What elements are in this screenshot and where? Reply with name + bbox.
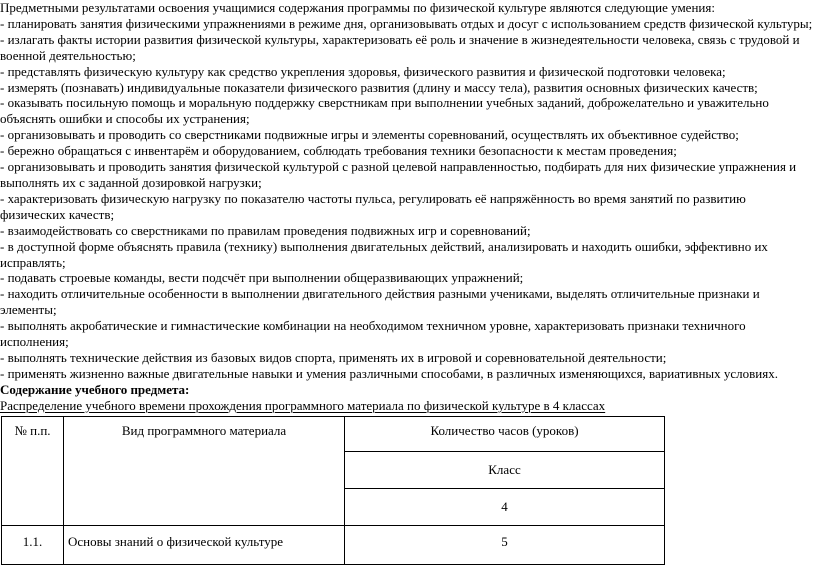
skill-item: - бережно обращаться с инвентарём и оборудованием, соблюдать требования техники безопасности к местам проведения; (0, 143, 677, 159)
section-title: Содержание учебного предмета: (0, 381, 190, 397)
skill-item: - выполнять акробатические и гимнастические комбинации на необходимом техничном уровне, характеризовать признаки техничного исполнения; (0, 318, 746, 350)
header-hours: Количество часов (уроков) (345, 417, 665, 452)
row-hours: 5 (345, 526, 665, 565)
skill-item: - организовывать и проводить со сверстниками подвижные игры и элементы соревнований, осуществлять их объективное судейство; (0, 127, 739, 143)
table-row (2, 526, 665, 565)
skill-item: - оказывать посильную помощь и моральную поддержку сверстникам при выполнении учебных заданий, доброжелательно и уважительно объяснять ошибки и способы их устранения; (0, 95, 769, 127)
table-caption: Распределение учебного времени прохождения программного материала по физической культуре в 4 классах (0, 397, 606, 413)
skill-item: - представлять физическую культуру как средство укрепления здоровья, физического развития и физической подготовки человека; (0, 63, 726, 79)
class-value: 4 (345, 489, 665, 526)
skill-item: - находить отличительные особенности в выполнении двигательного действия разными учениками, выделять отличительные признаки и элементы; (0, 286, 760, 318)
skill-item: - измерять (познавать) индивидуальные показатели физического развития (длину и массу тела), развития основных физических качеств; (0, 79, 758, 95)
row-material-name: Основы знаний о физической культуре (64, 526, 345, 565)
skill-item: - излагать факты истории развития физической культуры, характеризовать её роль и значение в жизнедеятельности человека, связь с трудовой и военной деятельностью; (0, 31, 800, 63)
skills-list (0, 16, 816, 382)
header-number: № п.п. (2, 417, 64, 526)
skill-item: - применять жизненно важные двигательные навыки и умения различными способами, в различных изменяющихся, вариативных условиях. (0, 365, 778, 381)
skill-item: - в доступной форме объяснять правила (технику) выполнения двигательных действий, анализировать и находить ошибки, эффективно их исправлять; (0, 238, 768, 270)
skill-item: - взаимодействовать со сверстниками по правилам проведения подвижных игр и соревнований; (0, 222, 531, 238)
skill-item: - планировать занятия физическими упражнениями в режиме дня, организовывать отдых и досуг с использованием средств физической культуры; (0, 15, 813, 31)
skill-item: - характеризовать физическую нагрузку по показателю частоты пульса, регулировать её напряжённость во время занятий по развитию физических качеств; (0, 190, 746, 222)
skill-item: - выполнять технические действия из базовых видов спорта, применять их в игровой и соревновательной деятельности; (0, 349, 667, 365)
row-number: 1.1. (2, 526, 64, 565)
intro-paragraph: Предметными результатами освоения учащимися содержания программы по физической культуре являются следующие умения: (0, 0, 715, 15)
header-material-type: Вид программного материала (64, 417, 345, 526)
table-header-row (2, 417, 665, 452)
hours-distribution-table (1, 416, 665, 565)
skill-item: - организовывать и проводить занятия физической культурой с разной целевой направленностью, подбирать для них физические упражнения и выполнять их с заданной дозировкой нагрузки; (0, 159, 797, 190)
skill-item: - подавать строевые команды, вести подсчёт при выполнении общеразвивающих упражнений; (0, 270, 524, 286)
class-label: Класс (345, 452, 665, 489)
